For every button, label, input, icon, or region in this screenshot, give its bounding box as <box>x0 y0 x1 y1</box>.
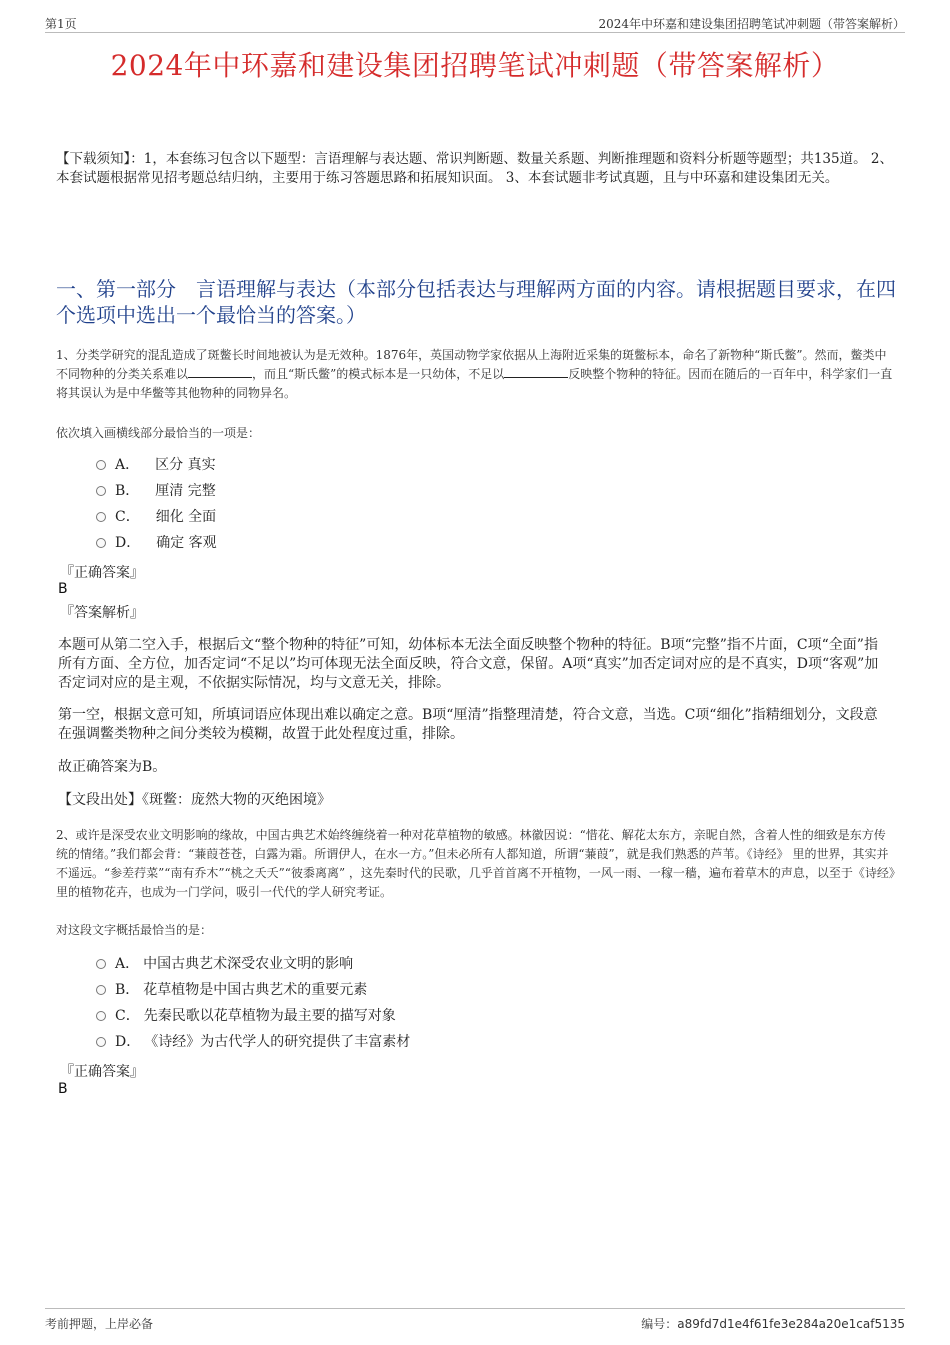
question-2-option-c[interactable] <box>96 1003 410 1029</box>
option-letter: A． <box>115 956 140 972</box>
option-letter: C． <box>115 509 140 525</box>
footer-code-label: 编号： <box>641 1317 678 1331</box>
option-text: 先秦民歌以花草植物为最主要的描写对象 <box>143 1008 396 1024</box>
footer-code-value: a89fd7d1e4f61fe3e284a20e1caf5135 <box>677 1317 905 1331</box>
question-1-option-b[interactable] <box>96 478 217 504</box>
question-2-answer-label: 『正确答案』 <box>60 1064 144 1080</box>
option-text: 确定 客观 <box>156 535 217 551</box>
question-1-answer: B <box>58 581 68 597</box>
fill-blank-1 <box>188 365 252 378</box>
question-2-option-b[interactable] <box>96 977 410 1003</box>
fill-blank-2 <box>504 365 568 378</box>
question-2-option-d[interactable] <box>96 1029 410 1055</box>
option-letter: B． <box>115 982 140 998</box>
option-text: 区分 真实 <box>155 457 216 473</box>
question-1-options <box>96 452 217 556</box>
radio-icon[interactable] <box>96 1037 106 1047</box>
question-2-option-a[interactable] <box>96 951 410 977</box>
page-footer <box>45 1308 905 1333</box>
option-text: 厘清 完整 <box>155 483 216 499</box>
question-1-text <box>56 346 896 403</box>
document-title: 2024年中环嘉和建设集团招聘笔试冲刺题（带答案解析） <box>110 49 840 82</box>
header-doc-title: 2024年中环嘉和建设集团招聘笔试冲刺题（带答案解析） <box>598 17 905 31</box>
question-1-analysis-label: 『答案解析』 <box>60 605 144 621</box>
option-letter: D． <box>115 1034 141 1050</box>
page-header <box>45 14 905 33</box>
radio-icon[interactable] <box>96 512 106 522</box>
download-notice: 【下载须知】：1，本套练习包含以下题型：言语理解与表达题、常识判断题、数量关系题、判断推理题和资料分析题等题型；共135道。 2、本套试题根据常见招考题总结归纳，主要用于练习答题思路和拓展知识面。 3、本套试题非考试真题，且与中环嘉和建设集团无关。 <box>56 151 893 186</box>
section-heading: 一、第一部分 言语理解与表达（本部分包括表达与理解两方面的内容。请根据题目要求，在四个选项中选出一个最恰当的答案。） <box>56 277 896 327</box>
question-1-source: 【文段出处】《斑鳖：庞然大物的灭绝困境》 <box>58 792 331 808</box>
option-letter: D． <box>115 535 141 551</box>
option-text: 中国古典艺术深受农业文明的影响 <box>143 956 354 972</box>
radio-icon[interactable] <box>96 959 106 969</box>
option-text: 花草植物是中国古典艺术的重要元素 <box>143 982 368 998</box>
question-1-option-c[interactable] <box>96 504 217 530</box>
question-1-option-d[interactable] <box>96 530 217 556</box>
question-1-analysis-paragraph-1: 本题可从第二空入手，根据后文“整个物种的特征”可知，幼体标本无法全面反映整个物种的特征。B项“完整”指不片面，C项“全面”指所有方面、全方位，加否定词“不足以”均可体现无法全面反映，符合文意，保留。A项“真实”加否定词对应的是不真实，D项“客观”加否定词对应的是主观，不依据实际情况，均与文意无关，排除。 <box>58 637 879 691</box>
radio-icon[interactable] <box>96 1011 106 1021</box>
option-letter: C． <box>115 1008 140 1024</box>
question-1-prompt: 依次填入画横线部分最恰当的一项是： <box>56 426 261 440</box>
radio-icon[interactable] <box>96 985 106 995</box>
question-1-text-part-a: 1、分类学研究的混乱造成了斑鳖长时间地被认为是无效种。1876年，英国动物学家依据从上海附近采集的斑鳖标本，命名了新物种“斯氏鳖”。然而，鳖类中不同物种的分类关系难以 <box>56 348 887 381</box>
question-1-text-part-c: 反映整个物种的特征。因而在随后的一百年中，科学家们一直将其误认为是中华鳖等其他物种的同物异名。 <box>56 367 893 400</box>
question-1-analysis-conclusion: 故正确答案为B。 <box>58 759 167 775</box>
option-letter: A． <box>115 457 140 473</box>
question-1-analysis-paragraph-2: 第一空，根据文意可知，所填词语应体现出难以确定之意。B项“厘清”指整理清楚，符合文意，当选。C项“细化”指精细划分，文段意在强调鳖类物种之间分类较为模糊，故置于此处程度过重，排除。 <box>58 707 878 742</box>
footer-code <box>641 1315 905 1332</box>
page-number: 第1页 <box>45 17 77 31</box>
question-1-option-a[interactable] <box>96 452 217 478</box>
radio-icon[interactable] <box>96 538 106 548</box>
question-2-options <box>96 951 410 1055</box>
radio-icon[interactable] <box>96 460 106 470</box>
question-1-answer-label: 『正确答案』 <box>60 565 144 581</box>
option-letter: B． <box>115 483 140 499</box>
radio-icon[interactable] <box>96 486 106 496</box>
question-2-prompt: 对这段文字概括最恰当的是： <box>56 923 213 937</box>
footer-slogan: 考前押题，上岸必备 <box>45 1317 154 1331</box>
option-text: 细化 全面 <box>155 509 217 525</box>
question-2-answer: B <box>58 1081 68 1097</box>
option-text: 《诗经》为古代学人的研究提供了丰富素材 <box>144 1034 411 1050</box>
question-2-text: 2、或许是深受农业文明影响的缘故，中国古典艺术始终缠绕着一种对花草植物的敏感。林徽因说：“惜花、解花太东方，亲昵自然，含着人性的细致是东方传统的情绪。”我们都会背：“蒹葭苍苍，白露为霜。所谓伊人，在水一方。”但未必所有人都知道，所谓“蒹葭”，就是我们熟悉的芦苇。《诗经》 里的世界，其实并不遥远。“参差荇菜”“南有乔木”“桃之夭夭”“彼黍离离” ，这先秦时代的民歌，几乎首首离不开植物，一风一雨、一稼一穑，遍布着草木的声息，以至于《诗经》里的植物花卉，也成为一门学问，吸引一代代的学人研究考证。 <box>56 828 895 899</box>
question-1-text-part-b: ，而且“斯氏鳖”的模式标本是一只幼体，不足以 <box>252 367 505 381</box>
